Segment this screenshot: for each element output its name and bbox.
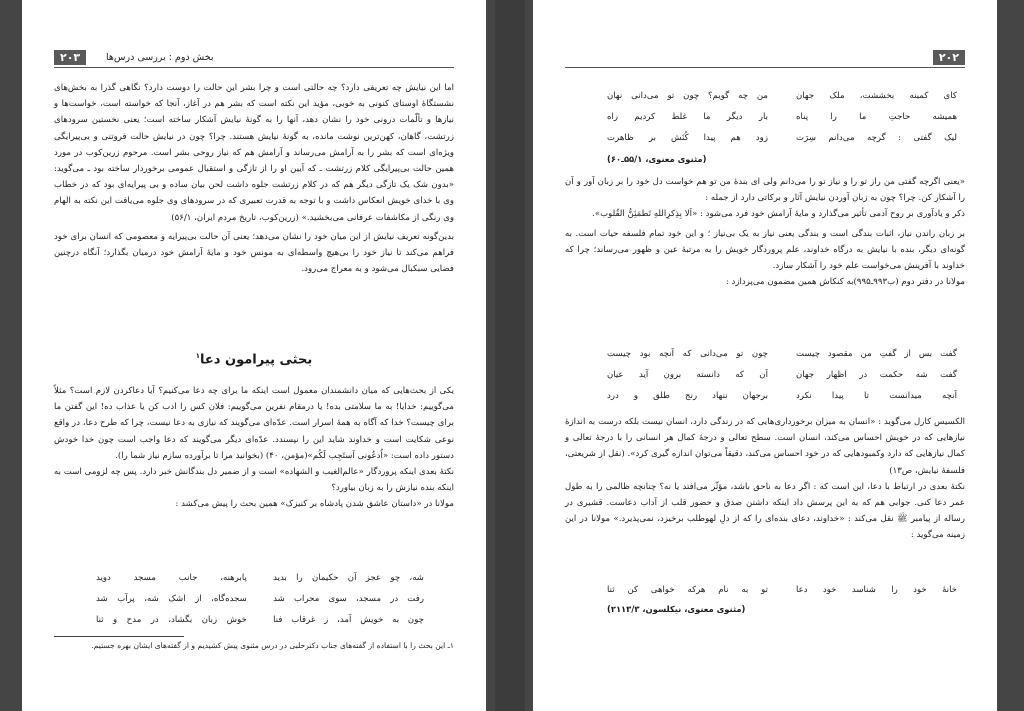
paragraph: بر زبان راندن نیاز، اثبات بندگی است و بندگی یعنی نیاز به یک بی‌نیاز ؛ و این خود تمام فلسفه حیات است. به گونه‌ای دیگر، بنده با نیایش به درگاه خداوند، علم پروردگار خویش را به مرتبهٔ عین و ظهور می‌رساند؛ چرا که خداوند با آفرینش می‌خواست علم خود را آشکار سازد. <box>565 228 965 272</box>
poem-row <box>607 128 957 149</box>
footnote: ۱ـ این بحث را با استفاده از گفته‌های جناب دکترحلبی در درس مثنوی پیش کشیدیم و از گفته‌های ایشان بهره جستیم. <box>91 641 454 650</box>
poem-row <box>96 568 424 589</box>
header-rule <box>54 67 454 68</box>
paragraph: «یعنی اگرچه گفتی من راز تو را و نیاز تو را می‌دانم ولی ای بندهٔ من تو هم خواست دل خود را بر زبان آور و آن را آشکار کن. چرا؟ چون به زبان آوردن نیایش آثار و برکاتی دارد از جمله : <box>565 177 965 204</box>
header-rule <box>565 67 965 68</box>
paragraph: نکتهٔ بعدی در ارتباط با دعا، این است که : اگر دعا به ناحق باشد، مؤثّر می‌افتد یا نه؟ چنانچه ظالمی را به طول عمر دعا کنی. جوابی هم که به این پرسش داد اینکه داشتن صدق و حضور قلب از آداب دعاست. قشیری در رساله از پیامبر ﷺ نقل می‌کند : «خداوند، دعای بنده‌ای را که از دلِ لهوطلب برخیزد، نمی‌پذیرد.» مولانا در این زمینه می‌گوید : <box>565 481 965 541</box>
footnote-rule <box>54 636 184 637</box>
hemistich: برجهان ننهاد رنج طلق و درد <box>607 391 768 401</box>
page-right <box>533 0 997 711</box>
paragraph: مولانا در «داستان عاشق شدن پادشاه بر کنیزک» همین بحث را پیش می‌کشد : <box>175 499 454 510</box>
poem-block <box>607 86 957 149</box>
paragraph: مولانا در دفتر دوم (ب۹۹۳ـ۹۹۵)به کنکاش همین مضمون می‌پردازد : <box>725 277 965 288</box>
page-header <box>565 50 965 66</box>
text-block-top <box>54 80 454 277</box>
text-block-bottom <box>54 383 454 513</box>
section-heading <box>54 352 454 367</box>
hemistich: چون تو می‌دانی که آنچه بود چیست <box>607 349 768 359</box>
page-header <box>54 50 454 66</box>
text-block-lower <box>565 414 965 544</box>
hemistich: خوش زبان بگشاد، در مدح و ثنا <box>96 615 247 625</box>
paragraph: بدین‌گونه تعریف نیایش از این میان خود را نشان می‌دهد؛ یعنی آن حالت بی‌پیرایه و معصومی که انسان برای خود فراهم می‌کند تا نیاز خود را بی‌هیچ واسطه‌ای به مونس خود و مایهٔ آرامش خود درمیان بگذارد؛ آنگاه درچنین فضایی سبکبال می‌شود و به معراج می‌رود. <box>54 231 454 275</box>
hemistich: تو به نام هرکه خواهی کن ثنا <box>607 585 768 595</box>
paragraph: یکی از بحث‌هایی که میان دانشمندان معمول است اینکه ما برای چه دعا می‌کنیم؟ آیا دعاکردن لازم است؟ مثلاً می‌گوییم: خدایا! به ما سلامتی بده! یا درمقام نفرین می‌گوییم: فلان کس را ادب کن یا عذاب ده! این گفتن ما برای چیست؟ خدا که آگاه به همهٔ اسرار است. عدّه‌ای می‌گویند که نیازی به دعا نیست، چرا که طرح دعا، در واقع نوعی شکایت است و خداوند شاید این را نپسندد. عدّه‌ای دیگر می‌گویند که دعا واجب است چون خدا خودش دستور داده است: «اُدعُونی اَستَجِب لَکُم»(مؤمن، ۴۰) (بخوانید مرا تا برآورده سازم نیاز شما را). <box>54 386 454 461</box>
hemistich: لیک گفتی : گرچه می‌دانم سِرَت <box>796 133 957 143</box>
hemistich: سجده‌گاه، از اشک شه، پرآب شد <box>96 594 247 604</box>
page-left <box>22 0 486 711</box>
hemistich: گفت بس از گفتِ من مقصود چیست <box>796 349 957 359</box>
poem-block <box>607 344 957 407</box>
paragraph: ذکر و یادآوری بر روح آدمی تأثیر می‌گذارد و مایهٔ آرامش خود فرد می‌شود : «اَلا بِذِکرِاللهِ تَطمَئِنُّ القُلوب». <box>592 209 965 220</box>
poem-row <box>607 86 957 107</box>
hemistich: رفت در مسجد، سوی محراب شد <box>273 594 424 604</box>
citation: (مثنوی معنوی، ۵۵/۱ـ۶۰) <box>607 154 707 164</box>
hemistich: من چه گویم؟ چون تو می‌دانی نهان <box>607 91 768 101</box>
page-number-badge: ۲۰۳ <box>54 50 86 65</box>
hemistich: زود هم پیدا کُنَش بر ظاهرت <box>607 133 768 143</box>
hemistich: چون به خویش آمد، ز غرقاب فنا <box>273 615 424 625</box>
poem-row <box>607 365 957 386</box>
poem-block <box>607 580 957 601</box>
hemistich: آن که دانسته برون آید عیان <box>607 370 768 380</box>
hemistich: گفت شه حکمت در اظهار جهان <box>796 370 957 380</box>
poem-row <box>96 610 424 631</box>
text-block-upper <box>565 174 965 290</box>
poem-row <box>607 107 957 128</box>
hemistich: کای کمینه بخششت، ملک جهان <box>796 91 957 101</box>
poem-row <box>607 344 957 365</box>
hemistich: آنچه میدانست تا پیدا نکرد <box>796 391 957 401</box>
hemistich: پابرهنه، جانب مسجد دوید <box>96 573 247 583</box>
poem-block <box>96 568 424 631</box>
heading-footnote-mark: ۱ <box>195 352 201 360</box>
hemistich: همیشه حاجتِ ما را پناه <box>796 112 957 122</box>
poem-row <box>96 589 424 610</box>
paragraph: الکسیس کارل می‌گوید : «انسان به میزان برخورداری‌هایی که در زندگی دارد، انسان نیست بلکه درست به اندازهٔ نیازهایی که در خویش احساس می‌کند، انسان است. سطح تعالی و درجهٔ کمال هر انسانی را با درجهٔ تعالی و کمال نیازهایی که دارد وکمبودهایی که در خود احساس می‌کند، دقیقاً می‌توان اندازه گیری کرد». (نقل از شریعتی، فلسفهٔ نیایش، ص۱۳) <box>565 417 965 476</box>
hemistich: خانهٔ خود را شناسد خود دعا <box>796 585 957 595</box>
book-spine <box>495 0 525 711</box>
section-heading-text: بحثی پیرامون دعا <box>200 352 313 368</box>
poem-row <box>607 386 957 407</box>
page-header-title: بخش دوم : بررسی درس‌ها <box>106 52 214 63</box>
hemistich: شه، چو عجز آن حکیمان را بدید <box>273 573 424 583</box>
page-number-badge: ۲۰۲ <box>933 50 965 65</box>
citation: (مثنوی معنوی، نیکلسون، ۲۱۱۳/۳) <box>607 604 746 614</box>
hemistich: بار دیگر ما غلط کردیم راه <box>607 112 768 122</box>
paragraph: اما این نیایش چه تعریفی دارد؟ چه حالتی است و چرا بشر این حالت را دوست دارد؟ نگاهی گذرا به بخش‌های نشستگاهٔ اوستای کنونی به خوبی، مؤید این نکته است که بشر هم در آغاز، آنجا که خواسته است، خواست‌ها و نیازها و تألّمات درونی خود را نشان دهد، آنها را به گونهٔ نیایش آشکار ساخته است؛ یعنی نخستین سرودهای زرتشت، گاهان، کهن‌ترین نوشت مانده، به گونهٔ نیایش هستند. چرا؟ چون در نیایش حالت فروتنی و بی‌پیرایگی ویژه‌ای است که بشر را به آرامش می‌رساند و آرامش هم که نیاز روحی بشر است. مرحوم زرین‌کوب در مورد همین حالت بی‌پیرایگی کلام زرتشت ـ که آیین او را از تازگی و استقبال عمومی برخوردار ساخته بود ـ می‌گوید: «بدون شک یک تازگی دیگر هم که در کلام زرتشت جلوه داشت لحن بیان ساده و بی پیرایه‌ای بود که در خطاب وی با خدای خویش انعکاس داشت و با توجه به قدرت تعبیری که در سرودهای وی جلوه می‌یافت این نکته به الهام وی رنگی از مکاشفات عرفانی می‌بخشید.» (زرین‌کوب، تاریخ مردم ایران، ۵۶/۱) <box>54 83 454 223</box>
paragraph: نکتهٔ بعدی اینکه پروردگار «عالم‌الغیب و الشهاده» است و از ضمیر دل بندگانش خبر دارد. پس چه لزومی است به اینکه بنده نیازش را به زبان بیاورد؟ <box>54 467 454 494</box>
poem-row <box>607 580 957 601</box>
